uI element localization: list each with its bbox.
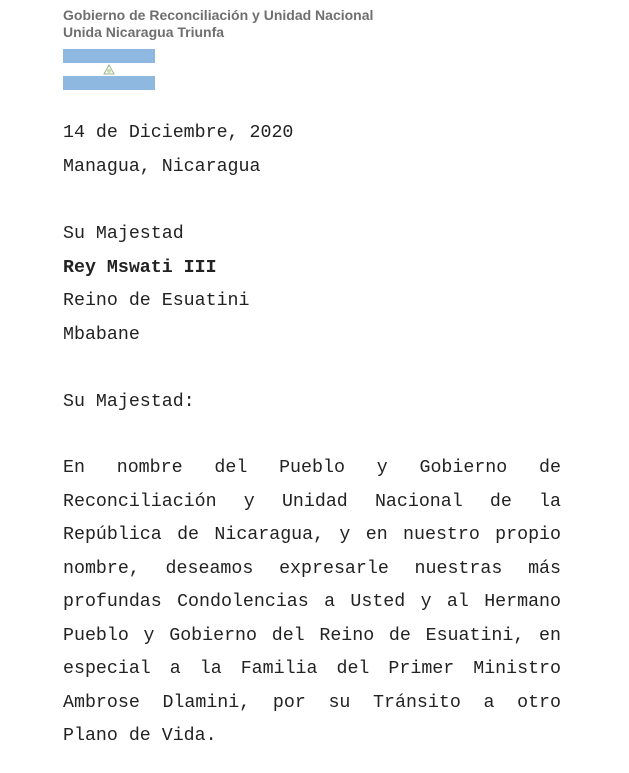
condolence-paragraph (63, 452, 561, 754)
paragraph-line: En nombre del Pueblo y Gobierno de (63, 458, 561, 478)
recipient-name: Rey Mswati III (63, 257, 217, 278)
paragraph-line: especial a la Familia del Primer Ministro (63, 659, 561, 679)
recipient-block (63, 218, 561, 352)
letter-date: 14 de Diciembre, 2020 (63, 123, 294, 143)
date-place-block (63, 117, 561, 184)
paragraph-line: profundas Condolencias a Usted y al Hermano (63, 592, 561, 612)
letter-place: Managua, Nicaragua (63, 156, 261, 177)
paragraph-line: Ambrose Dlamini, por su Tránsito a otro (63, 692, 561, 713)
recipient-title: Su Majestad (63, 224, 184, 244)
greeting (63, 386, 561, 420)
nicaragua-flag (63, 49, 155, 90)
flag-stripe-middle (63, 63, 155, 76)
recipient-kingdom: Reino de Esuatini (63, 291, 250, 311)
letterhead-government: Gobierno de Reconciliación y Unidad Nacional (63, 7, 374, 23)
letterhead (63, 7, 373, 41)
recipient-city: Mbabane (63, 324, 140, 345)
flag-emblem-icon (102, 63, 116, 76)
paragraph-line: República de Nicaragua, y en nuestro propio (63, 525, 561, 545)
greeting-text: Su Majestad: (63, 392, 195, 412)
paragraph-line: Plano de Vida. (63, 726, 217, 746)
paragraph-line: Pueblo y Gobierno del Reino de Esuatini, en (63, 625, 561, 646)
paragraph-line: Reconciliación y Unidad Nacional de la (63, 491, 561, 512)
letterhead-slogan: Unida Nicaragua Triunfa (63, 24, 225, 40)
paragraph-line: nombre, deseamos expresarle nuestras más (63, 558, 561, 579)
flag-stripe-top (63, 49, 155, 63)
flag-stripe-bottom (63, 76, 155, 90)
